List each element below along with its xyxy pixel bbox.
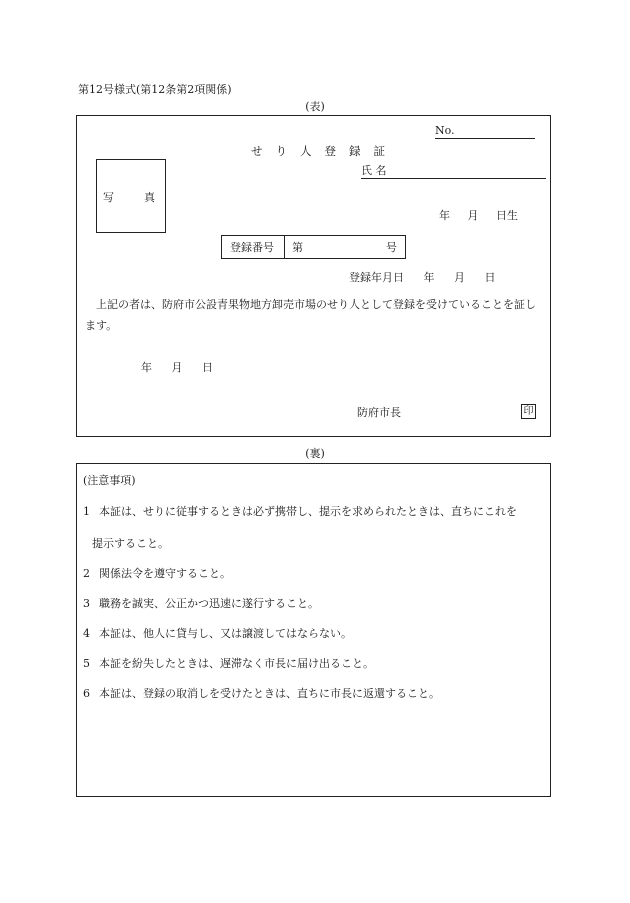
note-text: 職務を誠実、公正かつ迅速に遂行すること。 bbox=[99, 597, 319, 610]
issue-date: 年 月 日 bbox=[141, 361, 213, 374]
note-number: 3 bbox=[83, 597, 90, 610]
registration-date: 登録年月日 年 月 日 bbox=[349, 271, 496, 284]
note-continuation: 提示すること。 bbox=[92, 537, 169, 550]
note-item bbox=[83, 568, 231, 579]
mayor-label: 防府市長 bbox=[357, 406, 401, 419]
registration-number-box bbox=[221, 235, 406, 259]
note-text: 本証は、せりに従事するときは必ず携帯し、提示を求められたときは、直ちにこれを bbox=[99, 505, 517, 518]
note-number: 4 bbox=[83, 627, 90, 640]
number-field: No. bbox=[435, 125, 535, 139]
note-text: 本証は、他人に貸与し、又は譲渡してはならない。 bbox=[99, 627, 352, 640]
note-number: 1 bbox=[83, 505, 90, 518]
certification-text: 上記の者は、防府市公設青果物地方卸売市場のせり人として登録を受けていることを証します。 bbox=[85, 298, 536, 332]
back-side-label: (裏) bbox=[305, 447, 325, 460]
registration-number-divider bbox=[284, 236, 285, 258]
photo-box bbox=[96, 159, 185, 233]
front-card bbox=[76, 115, 551, 437]
note-item bbox=[83, 658, 374, 669]
registration-number-prefix: 第 bbox=[292, 241, 303, 254]
back-card bbox=[76, 463, 551, 797]
registration-number-suffix: 号 bbox=[386, 241, 397, 254]
note-number: 5 bbox=[83, 657, 90, 670]
seal-icon: 印 bbox=[521, 404, 536, 419]
registration-number-label: 登録番号 bbox=[230, 241, 274, 254]
note-item bbox=[83, 506, 517, 517]
birth-date: 年 月 日生 bbox=[439, 209, 518, 222]
note-item bbox=[83, 628, 352, 639]
note-number: 6 bbox=[83, 687, 90, 700]
note-text: 関係法令を遵守すること。 bbox=[99, 567, 231, 580]
note-text: 本証を紛失したときは、遅滞なく市長に届け出ること。 bbox=[99, 657, 374, 670]
front-side-label: (表) bbox=[305, 100, 325, 113]
note-item bbox=[83, 688, 440, 699]
note-item bbox=[83, 598, 319, 609]
card-title: せり人登録証 bbox=[251, 144, 398, 158]
notes-heading: (注意事項) bbox=[83, 474, 136, 487]
photo-label: 写真 bbox=[103, 191, 185, 204]
note-text: 本証は、登録の取消しを受けたときは、直ちに市長に返還すること。 bbox=[99, 687, 440, 700]
note-number: 2 bbox=[83, 567, 90, 580]
form-title: 第12号様式(第12条第2項関係) bbox=[78, 83, 232, 96]
name-field: 氏 名 bbox=[361, 165, 546, 179]
